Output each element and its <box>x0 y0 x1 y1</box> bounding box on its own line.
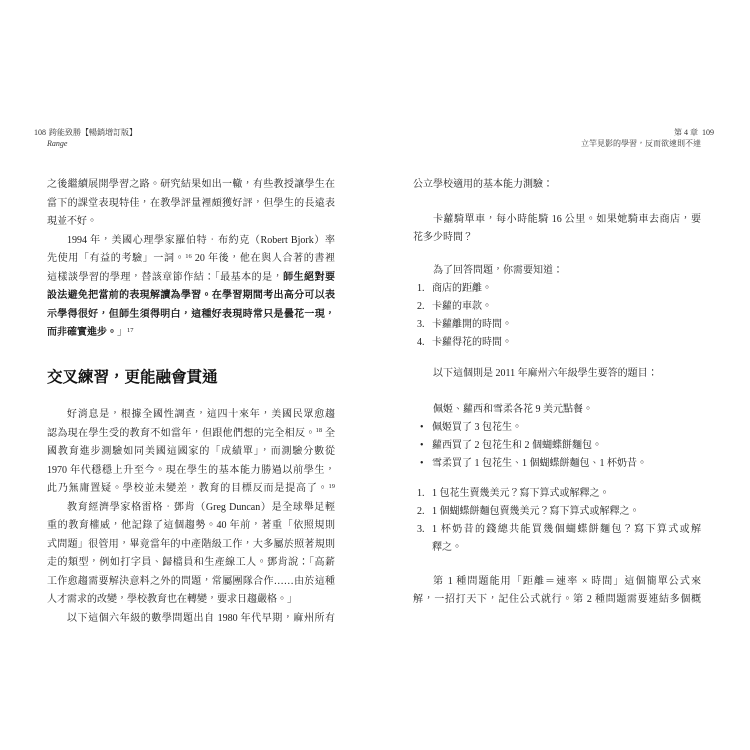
text-line: 人才需求的改變，學校教育也在轉變，要求日趨嚴格。」 <box>47 594 297 605</box>
text-line: 以下這個六年級的數學問題出自 1980 年代早期，麻州所有 <box>67 612 335 624</box>
text-line: 重的教育權威，他記錄了這個趨勢。40 年前，著重「依照規則 <box>47 520 335 531</box>
list-text: 卡蘿的車款。 <box>432 301 492 312</box>
text-line: 卡蘿騎單車，每小時能騎 16 公里。如果她騎車去商店，要 <box>433 214 701 225</box>
question-item <box>413 503 701 521</box>
text-line: 現並不好。 <box>47 216 97 227</box>
list-text: 商店的距離。 <box>432 283 492 294</box>
chapter-label: 第 4 章 <box>674 128 698 137</box>
text-line: 教育經濟學家格雷格．鄧肯（Greg Duncan）是全球舉足輕 <box>67 501 335 513</box>
footnote-ref: 16 <box>185 252 192 260</box>
page-number-left: 108 <box>34 128 46 137</box>
list-marker: 2. <box>417 506 425 517</box>
page-number-right: 109 <box>702 128 714 137</box>
list-marker: 4. <box>417 337 425 348</box>
problem-2011-intro <box>413 365 701 383</box>
text-line: 好消息是，根據全國性調查，這四十來年，美國民眾愈趨 <box>67 409 335 420</box>
book-title: 跨能致勝【暢銷增訂版】 <box>49 128 137 137</box>
explanation-block <box>413 573 701 609</box>
chapter-title: 立竿見影的學習，反而欲速則不達 <box>581 139 701 148</box>
list-text: 卡蘿離開的時間。 <box>432 319 512 330</box>
text-line: 公立學校適用的基本能力測驗： <box>413 179 553 190</box>
list-marker: 3. <box>417 524 425 535</box>
question-text: 1 個蝴蝶餅麵包賣幾美元？寫下算式或解釋之。 <box>432 506 640 517</box>
question-item <box>413 485 701 503</box>
list-marker: 2. <box>417 301 425 312</box>
question-item <box>413 521 701 539</box>
bullet-marker: • <box>420 440 424 451</box>
text-line: 之後繼續展開學習之路。研究結果如出一轍，有些教授讓學生在 <box>47 179 335 190</box>
original-title: Range <box>47 139 68 148</box>
text-segment: 」 <box>117 327 127 338</box>
list-marker: 1. <box>417 488 425 499</box>
text-line: 為了回答問題，你需要知道： <box>433 265 563 276</box>
bullet-marker: • <box>420 458 424 469</box>
footnote-ref: 17 <box>127 326 134 334</box>
body-text-upper <box>47 176 335 343</box>
bold-text-line: 設法避免把當前的表現解讀為學習。在學習期間考出高分可以表 <box>47 290 335 301</box>
text-segment: 此乃無庸置疑。學校並未變差，教育的目標反而是提高了。 <box>47 483 329 494</box>
text-line: 工作愈趨需要解決意料之外的問題，常屬團隊合作……由於這種 <box>47 575 335 587</box>
section-heading: 交叉練習，更能融會貫通 <box>47 369 218 386</box>
intro-block <box>413 176 701 194</box>
needs-list-block <box>413 262 701 352</box>
list-item <box>413 316 701 334</box>
problem-1980 <box>413 211 701 247</box>
text-line: 1994 年，美國心理學家羅伯特．布約克（Robert Bjork）率 <box>67 234 335 246</box>
bullet-item <box>413 419 701 437</box>
bold-text: 師生絕對要 <box>283 271 335 283</box>
text-line: 以下這個則是 2011 年麻州六年級學生要答的題目： <box>433 368 658 379</box>
questions-block <box>413 485 701 557</box>
question-text: 1 包花生賣幾美元？寫下算式或解釋之。 <box>432 488 610 499</box>
text-line: 走的類型，例如打字員、歸檔員和生產線工人。鄧肯說：「高薪 <box>47 557 335 568</box>
text-line <box>47 250 335 269</box>
left-page <box>47 0 335 750</box>
text-line: 第 1 種問題能用「距離＝速率 × 時間」這個簡單公式來 <box>433 576 701 587</box>
text-line: 花多少時間？ <box>413 232 473 243</box>
text-line: 佩姬、蘿西和雪柔各花 9 美元點餐。 <box>433 404 593 415</box>
bullet-item <box>413 455 701 473</box>
text-line <box>47 324 335 343</box>
footnote-ref: 18 <box>315 427 323 434</box>
orders-block <box>413 401 701 473</box>
text-segment: 先使用「有益的考驗」一詞。 <box>47 253 186 264</box>
text-line: 解，一招打天下，記住公式就行。第 2 種問題需要連結多個概 <box>413 594 701 605</box>
list-item <box>413 298 701 316</box>
list-item <box>413 280 701 298</box>
text-segment: 認為現在學生受的教育不如當年，但跟他們想的完全相反。 <box>47 427 316 439</box>
body-text-lower <box>47 406 335 628</box>
list-marker: 3. <box>417 319 425 330</box>
list-text: 卡蘿得花的時間。 <box>432 337 512 348</box>
question-text-continued: 釋之。 <box>432 542 462 553</box>
bold-text: 而非確實進步。 <box>47 327 117 338</box>
list-text: 雪柔買了 1 包花生、1 個蝴蝶餅麵包、1 杯奶昔。 <box>432 458 647 469</box>
bold-text-line: 示學得很好，但師生須得明白，這種好表現時常只是曇花一現， <box>47 308 335 320</box>
list-text: 佩姬買了 3 包花生。 <box>432 422 522 433</box>
list-marker: 1. <box>417 283 425 294</box>
text-line <box>47 425 335 444</box>
list-text: 蘿西買了 2 包花生和 2 個蝴蝶餅麵包。 <box>432 440 602 451</box>
text-line: 式問題」很管用，畢竟當年的中產階級工作，大多屬於照著規則 <box>47 538 335 550</box>
text-line: 當下的課堂表現特佳，在教學評量裡頗獲好評，但學生的長遠表 <box>47 197 335 209</box>
text-segment: 20 年後，他在與人合著的書裡 <box>191 253 335 264</box>
footnote-ref: 19 <box>328 482 335 490</box>
text-line <box>47 269 335 288</box>
text-line: 1970 年代穩穩上升至今。現在學生的基本能力勝過以前學生， <box>47 464 335 476</box>
text-segment: 這樣談學習的學理，替該章節作結：「最基本的是， <box>47 271 284 283</box>
list-item <box>413 334 701 352</box>
right-page <box>413 0 701 750</box>
text-segment: 全 <box>322 427 335 439</box>
bullet-marker: • <box>420 422 424 433</box>
question-text: 1 杯奶昔的錢總共能買幾個蝴蝶餅麵包？寫下算式或解 <box>432 524 701 535</box>
text-line: 國教育進步測驗如同美國這國家的「成績單」，而測驗分數從 <box>47 446 335 457</box>
text-line <box>47 480 335 499</box>
bullet-item <box>413 437 701 455</box>
